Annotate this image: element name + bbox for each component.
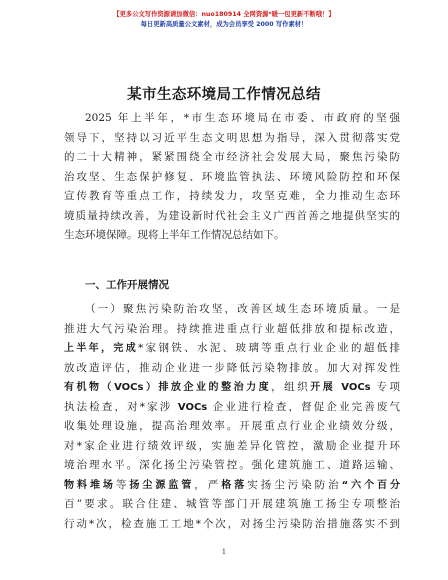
bold-text: 格落 (221, 479, 248, 491)
intro-line: 的二十大精神，紧紧围绕全市经济社会发展大局，聚焦污染防 (64, 151, 400, 163)
section-line: 对*家企业进行绩效评级，实施差异化管控，激励企业提升环 (64, 439, 400, 452)
bold-text: “六个百分 (341, 479, 401, 491)
intro-line: 生态环境保障。现将上半年工作情况总结如下。 (64, 229, 285, 241)
section-line (64, 476, 400, 496)
section-heading: 一、工作开展情况 (85, 279, 169, 291)
intro-line: 2025 年上半年，*市生态环境局在市委、市政府的坚强 (85, 112, 400, 124)
text: 企业进行检查，督促企业完善废气 (207, 400, 400, 413)
text: 执法检查，对*家涉 (64, 400, 178, 413)
promo-line-1: 【更多公文写作资源请加微信：nuo180914 全网资源*暖一包更新不断哦！】 (113, 11, 335, 18)
section-paragraph (64, 300, 400, 534)
section-line (64, 339, 400, 359)
intro-line: 宣传教育等重点工作，持续发力，攻坚克难，全力推动生态环 (64, 190, 400, 202)
bold-text: 上半年， (64, 343, 114, 354)
intro-paragraph (64, 109, 400, 246)
bold-text: 开展 VOCs (310, 382, 371, 393)
document-title: 某市生态环境局工作情况总结 (127, 86, 321, 103)
promo-banner (0, 10, 448, 30)
text: ，严 (194, 478, 222, 491)
section-line: 收集处理设施，提高治理效率。开展重点行业企业绩效分级， (64, 420, 400, 432)
section-line (64, 398, 400, 418)
page-number: 1 (221, 548, 227, 556)
bold-text: 物料堆场 (64, 479, 116, 491)
intro-line: 境质量持续改善，为建设新时代社会主义广西首善之地提供坚实的 (64, 209, 400, 222)
intro-line: 领导下，坚持以习近平生态文明思想为指导，深入贯彻落实党 (64, 131, 400, 144)
bold-text: 扬尘源监管 (129, 479, 195, 491)
intro-line: 治攻坚、生态保护修复、环境监管执法、环境风险防控和环保 (64, 170, 400, 183)
bold-text: 有机物（VOCs）排放企业的整治力度 (64, 382, 272, 393)
section-line: 推进大气污染治理。持续推进重点行业超低排放和提标改造， (64, 322, 400, 335)
section-line: 境治理水平。深化扬尘污染管控。强化建筑施工、道路运输、 (64, 459, 400, 471)
section-line: 百”要求。联合住建、城管等部门开展建筑施工扬尘专项整治 (64, 498, 400, 510)
promo-line-2: 每日更新高质量公文素材，成为会员享受 2000 写作素材！ (140, 21, 308, 28)
section-line (64, 378, 400, 398)
text: *家钢铁、水泥、玻璃等重点行业企业的超低排 (138, 342, 401, 354)
section-line: （一）聚焦污染防治攻坚，改善区域生态环境质量。一是 (85, 303, 400, 315)
bold-text: VOCs (177, 401, 208, 413)
bold-text: 完成 (113, 343, 139, 354)
text: 等 (115, 478, 130, 491)
section-line: 行动*次，检查施工工地*个次，对扬尘污染防治措施落实不到 (64, 517, 400, 530)
text: 专项 (370, 381, 401, 393)
section-line: 放改造评估，推动企业进一步降低污染物排放。加大对挥发性 (64, 361, 400, 374)
text: ，组织 (271, 381, 311, 393)
text: 实扬尘污染防治 (247, 478, 342, 491)
